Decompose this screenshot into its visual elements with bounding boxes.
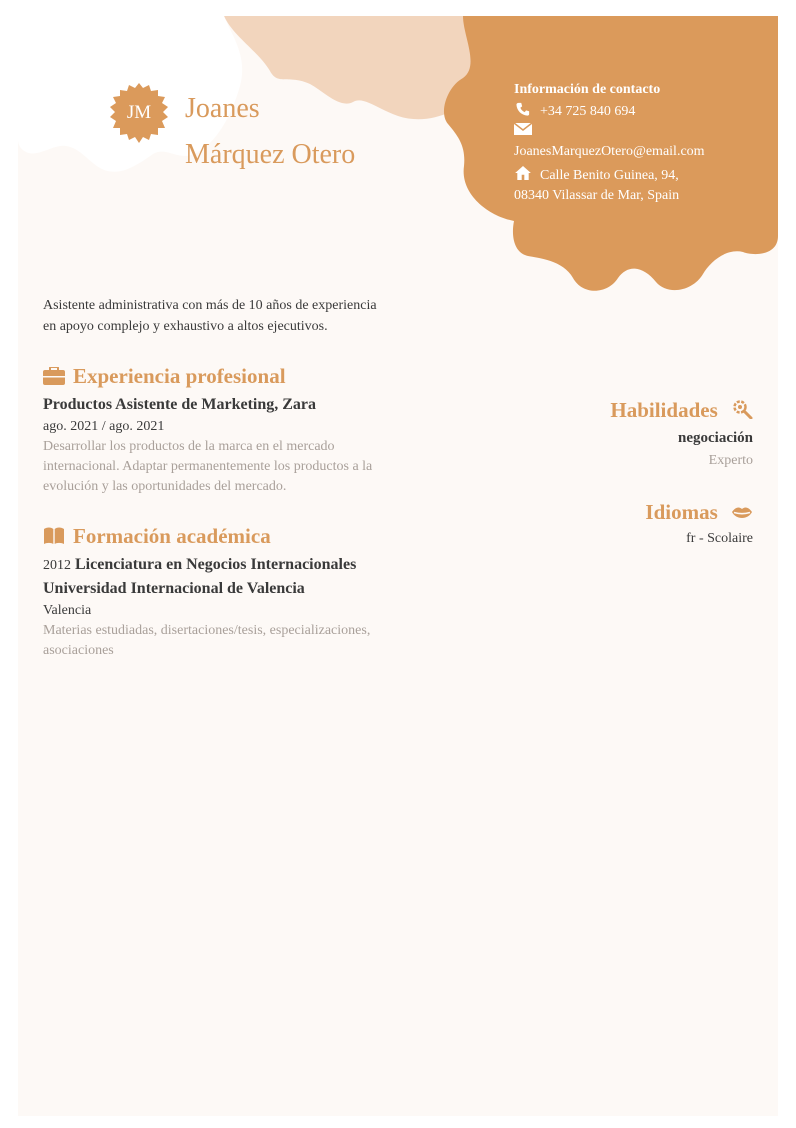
resume-page [18, 16, 778, 1116]
candidate-name [185, 86, 355, 178]
first-name: Joanes [185, 93, 260, 124]
phone-text[interactable]: +34 725 840 694 [540, 104, 636, 119]
experience-desc-line: evolución y las oportunidades del mercado. [43, 479, 287, 494]
languages-title: Idiomas [645, 500, 718, 524]
education-year-degree [43, 556, 356, 574]
last-name: Márquez Otero [185, 139, 356, 170]
experience-heading [43, 364, 286, 389]
envelope-icon [514, 122, 532, 136]
experience-title: Experiencia profesional [73, 364, 286, 388]
gear-magnifier-icon [731, 399, 753, 419]
monogram-initials: JM [126, 102, 152, 123]
education-degree: Licenciatura en Negocios Internacionales [75, 556, 357, 573]
languages-heading [645, 500, 753, 525]
address-line-2: 08340 Vilassar de Mar, Spain [514, 188, 680, 203]
experience-role: Productos Asistente de Marketing, Zara [43, 396, 317, 413]
education-year: 2012 [43, 558, 71, 573]
summary-line-1: Asistente administrativa con más de 10 años de experiencia [43, 298, 377, 313]
education-desc-line: Materias estudiadas, disertaciones/tesis, especializaciones, [43, 623, 371, 638]
house-icon [514, 166, 532, 180]
education-desc-line: asociaciones [43, 643, 114, 658]
experience-dates: ago. 2021 / ago. 2021 [43, 419, 165, 434]
address-line-1: Calle Benito Guinea, 94, [540, 168, 679, 183]
contact-address [514, 166, 714, 206]
education-title: Formación académica [73, 524, 271, 548]
skills-heading [610, 398, 753, 423]
language-item: fr - Scolaire [686, 531, 753, 546]
education-heading [43, 524, 271, 549]
monogram-badge [108, 82, 170, 144]
skill-level: Experto [708, 453, 753, 468]
experience-desc-line: Desarrollar los productos de la marca en el mercado [43, 439, 335, 454]
skill-name: negociación [678, 430, 753, 446]
experience-description [43, 437, 388, 497]
phone-icon [514, 102, 532, 116]
briefcase-icon [43, 367, 65, 385]
open-book-icon [43, 527, 65, 545]
contact-panel [514, 82, 714, 206]
contact-email [514, 122, 714, 162]
education-school: Universidad Internacional de Valencia [43, 580, 305, 597]
experience-desc-line: internacional. Adaptar permanentemente los productos a la [43, 459, 373, 474]
education-city: Valencia [43, 603, 92, 618]
summary-line-2: en apoyo complejo y exhaustivo a altos ejecutivos. [43, 319, 328, 334]
email-text[interactable]: JoanesMarquezOtero@email.com [514, 144, 705, 159]
profile-summary [43, 295, 388, 337]
contact-title: Información de contacto [514, 82, 661, 97]
education-description [43, 621, 388, 661]
skills-title: Habilidades [610, 398, 718, 422]
lips-icon [731, 505, 753, 521]
contact-phone [514, 102, 714, 122]
